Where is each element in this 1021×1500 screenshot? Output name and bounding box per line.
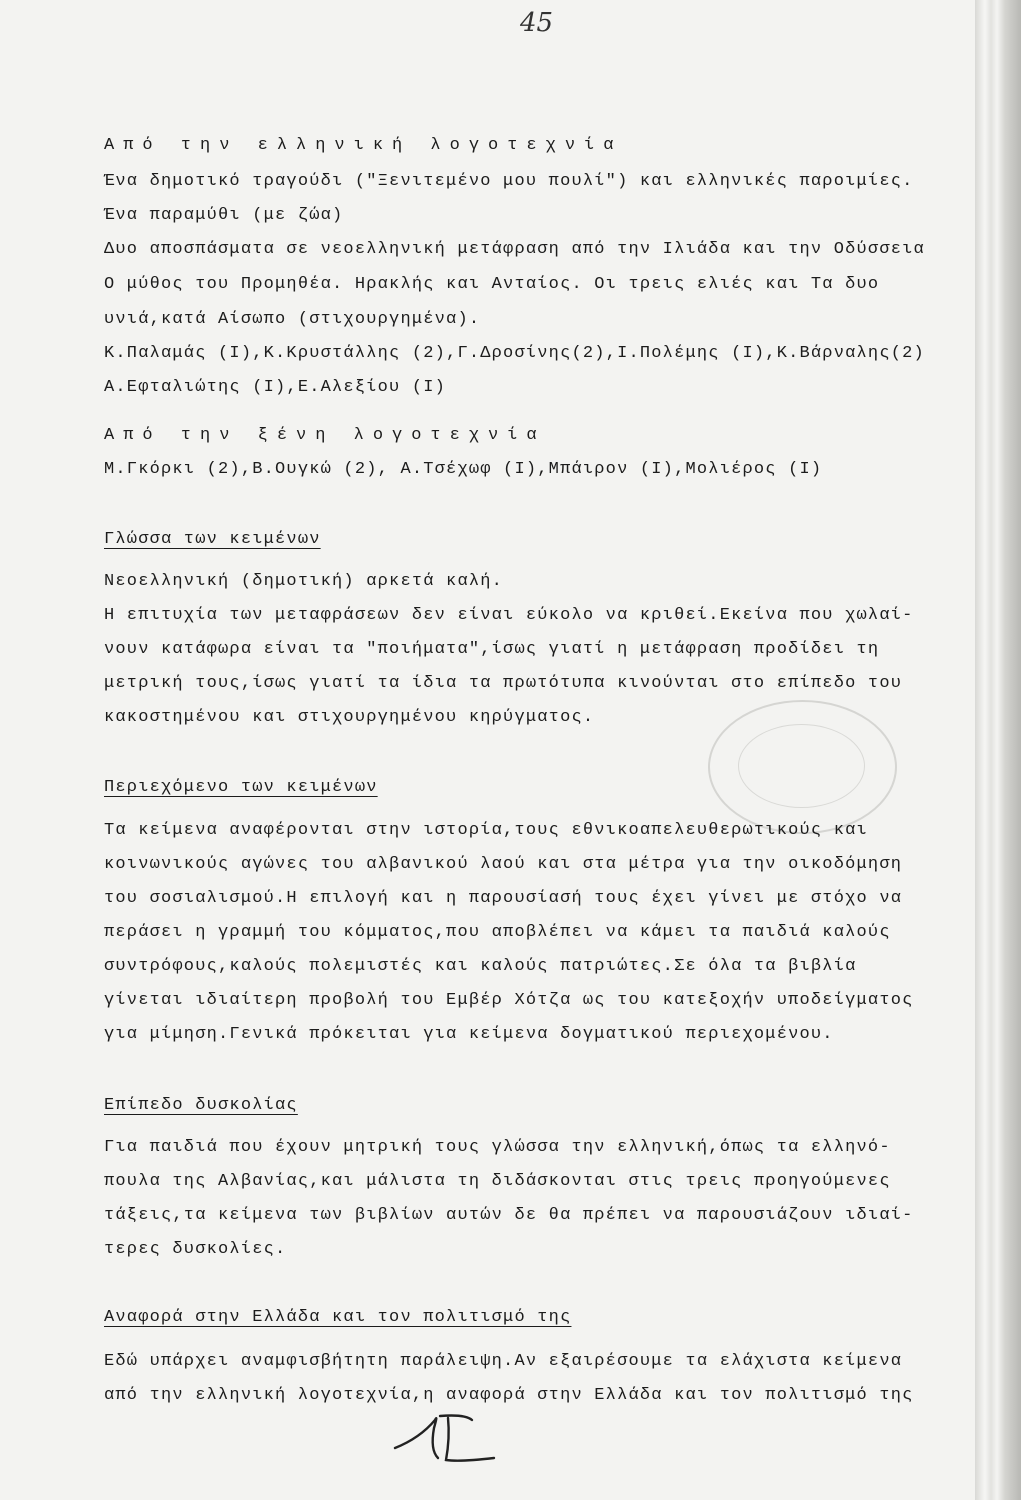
author-list: Μ.Γκόρκι (2),Β.Ουγκώ (2), Α.Τσέχωφ (Ι),Μπάιρον (Ι),Μολιέρος (Ι) [104, 460, 823, 479]
text-line: κακοστημένου και στιχουργημένου κηρύγματος. [104, 708, 595, 727]
text-line: τάξεις,τα κείμενα των βιβλίων αυτών δε θα πρέπει να παρουσιάζουν ιδιαί- [104, 1206, 914, 1225]
text-line: νουν κατάφωρα είναι τα "ποιήματα",ίσως γιατί η μετάφραση προδίδει τη [104, 640, 880, 659]
section-heading-language: Γλώσσα των κειμένων [104, 530, 321, 549]
text-line: Ο μύθος του Προμηθέα. Ηρακλής και Ανταίος. Οι τρεις ελιές και Τα δυο [104, 275, 880, 294]
text-line: συντρόφους,καλούς πολεμιστές και καλούς πατριώτες.Σε όλα τα βιβλία [104, 957, 857, 976]
text-line: περάσει η γραμμή του κόμματος,που αποβλέπει να κάμει τα παιδιά καλούς [104, 923, 891, 942]
text-line: Τα κείμενα αναφέρονται στην ιστορία,τους εθνικοαπελευθερωτικούς και [104, 821, 868, 840]
author-list: Κ.Παλαμάς (Ι),Κ.Κρυστάλλης (2),Γ.Δροσίνης(2),Ι.Πολέμης (Ι),Κ.Βάρναλης(2) [104, 344, 925, 363]
section-heading-content: Περιεχόμενο των κειμένων [104, 778, 378, 797]
text-line: Ένα παραμύθι (με ζώα) [104, 206, 344, 225]
section-heading-greece: Αναφορά στην Ελλάδα και τον πολιτισμό της [104, 1308, 572, 1327]
text-line: για μίμηση.Γενικά πρόκειται για κείμενα δογματικού περιεχομένου. [104, 1025, 834, 1044]
text-line: Δυο αποσπάσματα σε νεοελληνική μετάφραση από την Ιλιάδα και την Οδύσσεια [104, 240, 925, 259]
handwritten-signature [390, 1408, 500, 1468]
section-heading-difficulty: Επίπεδο δυσκολίας [104, 1096, 298, 1115]
text-line: μετρική τους,ίσως γιατί τα ίδια τα πρωτότυπα κινούνται στο επίπεδο του [104, 674, 903, 693]
page-number: 45 [520, 8, 554, 38]
official-stamp [708, 700, 897, 834]
text-line: Νεοελληνική (δημοτική) αρκετά καλή. [104, 572, 504, 591]
section-heading-foreign-literature: Από την ξένη λογοτεχνία [104, 426, 546, 445]
section-heading-greek-literature: Από την ελληνική λογοτεχνία [104, 136, 623, 155]
text-line: τερες δυσκολίες. [104, 1240, 287, 1259]
text-line: του σοσιαλισμού.Η επιλογή και η παρουσίασή τους έχει γίνει με στόχο να [104, 889, 903, 908]
text-line: Εδώ υπάρχει αναμφισβήτητη παράλειψη.Αν εξαιρέσουμε τα ελάχιστα κείμενα [104, 1352, 903, 1371]
page-edge [975, 0, 1021, 1500]
text-line: Ένα δημοτικό τραγούδι ("Ξενιτεμένο μου πουλί") και ελληνικές παροιμίες. [104, 172, 914, 191]
text-line: από την ελληνική λογοτεχνία,η αναφορά στην Ελλάδα και τον πολιτισμό της [104, 1386, 914, 1405]
text-line: γίνεται ιδιαίτερη προβολή του Εμβέρ Χότζα ως του κατεξοχήν υποδείγματος [104, 991, 914, 1010]
text-line: πουλα της Αλβανίας,και μάλιστα τη διδάσκονται στις τρεις προηγούμενες [104, 1172, 891, 1191]
author-list: Α.Εφταλιώτης (Ι),Ε.Αλεξίου (Ι) [104, 378, 447, 397]
text-line: Η επιτυχία των μεταφράσεων δεν είναι εύκολο να κριθεί.Εκείνα που χωλαί- [104, 606, 914, 625]
text-line: υνιά,κατά Αίσωπο (στιχουργημένα). [104, 310, 481, 329]
text-line: κοινωνικούς αγώνες του αλβανικού λαού και στα μέτρα για την οικοδόμηση [104, 855, 903, 874]
text-line: Για παιδιά που έχουν μητρική τους γλώσσα την ελληνική,όπως τα ελληνό- [104, 1138, 891, 1157]
